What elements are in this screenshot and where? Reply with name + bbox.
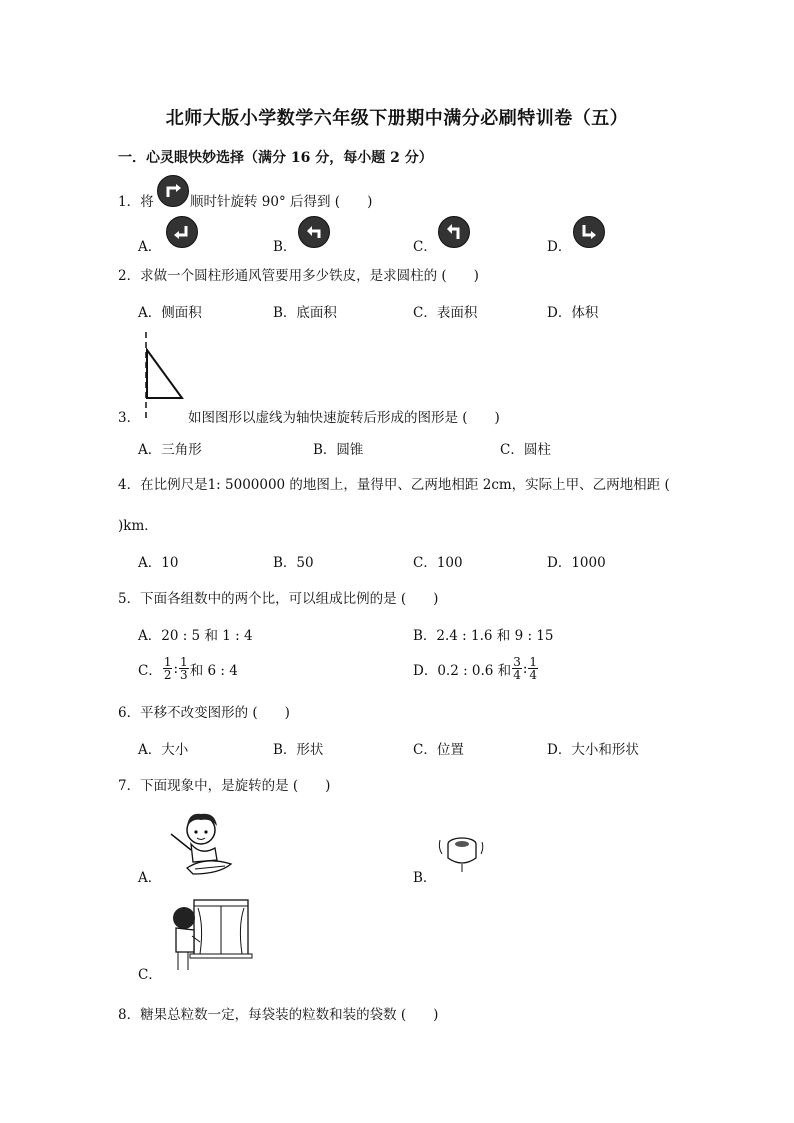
question-8: 8．糖果总粒数一定，每袋装的粒数和装的袋数 ( ) [118, 1007, 439, 1023]
spinning-top-illustration [436, 832, 486, 876]
q2-option-c: C．表面积 [413, 305, 478, 321]
q4-option-a: A．10 [138, 555, 179, 571]
question-5: 5．下面各组数中的两个比，可以组成比例的是 ( ) [118, 591, 439, 607]
q2-option-b: B．底面积 [273, 305, 337, 321]
arrow-right-turn-icon [573, 216, 605, 248]
q6-option-a: A．大小 [138, 742, 189, 758]
q2-option-d: D．体积 [547, 305, 599, 321]
question-4: 4．在比例尺是1: 5000000 的地图上，量得甲、乙两地相距 2cm，实际上甲、乙两地相距 ( [118, 477, 670, 493]
q6-option-b: B．形状 [273, 742, 324, 758]
q1-option-d: D． [547, 239, 572, 255]
q3-option-b: B．圆锥 [313, 442, 364, 458]
arrow-up-turn-icon [157, 175, 189, 207]
q6-option-c: C．位置 [413, 742, 464, 758]
q7-option-b: B． [413, 870, 437, 886]
q5-option-a: A．20 : 5 和 1 : 4 [138, 628, 253, 644]
question-6: 6．平移不改变图形的 ( ) [118, 705, 290, 721]
page-title: 北师大版小学数学六年级下册期中满分必刷特训卷（五） [165, 108, 629, 129]
question-2: 2．求做一个圆柱形通风管要用多少铁皮，是求圆柱的 ( ) [118, 268, 479, 284]
section-heading: 一．心灵眼快妙选择（满分 16 分，每小题 2 分） [118, 150, 433, 166]
q5-option-c-label: C． [138, 662, 162, 679]
q1-option-b: B． [273, 239, 297, 255]
q4-option-d: D．1000 [547, 555, 606, 571]
fraction: $\frac{1}{4}$ [529, 655, 538, 682]
q5-option-d-label: D．0.2 : 0.6 和 [413, 662, 512, 679]
q4-option-b: B．50 [273, 555, 314, 571]
question-3: 如图图形以虚线为轴快速旋转后形成的图形是 ( ) [188, 410, 500, 426]
question-1-prefix: 1．将 [118, 194, 154, 210]
fraction: $\frac{1}{2}$ [163, 655, 172, 682]
q7-option-a: A． [138, 870, 162, 886]
q3-option-c: C．圆柱 [500, 442, 551, 458]
q6-option-d: D．大小和形状 [547, 742, 639, 758]
question-1-text: 顺时针旋转 90° 后得到 ( ) [190, 194, 373, 210]
arrow-up-left-icon [438, 216, 470, 248]
q4-option-c: C．100 [413, 555, 463, 571]
q2-option-a: A．侧面积 [138, 305, 202, 321]
q3-option-a: A．三角形 [138, 442, 202, 458]
q5-option-c: C． $\frac{1}{2}$ : $\frac{1}{3}$ 和 6 : 4 [138, 655, 238, 682]
boy-opening-window-illustration [164, 896, 254, 976]
arrow-left-turn-icon [166, 216, 198, 248]
q5-option-d: D．0.2 : 0.6 和 $\frac{3}{4}$ : $\frac{1}{4}$ [413, 655, 538, 682]
fraction: $\frac{1}{3}$ [180, 655, 188, 682]
q5-option-c-tail: 和 6 : 4 [189, 662, 238, 679]
q7-option-c: C． [138, 967, 162, 983]
fraction: $\frac{3}{4}$ [513, 655, 521, 682]
question-3-number: 3． [118, 410, 141, 426]
question-7: 7．下面现象中，是旋转的是 ( ) [118, 778, 331, 794]
q5-option-b: B．2.4 : 1.6 和 9 : 15 [413, 628, 554, 644]
boy-ironing-illustration [165, 808, 245, 880]
q1-option-a: A． [138, 239, 162, 255]
q1-option-c: C． [413, 239, 437, 255]
arrow-up-turn-icon-b [298, 216, 330, 248]
question-4-line2: )km． [118, 518, 158, 534]
